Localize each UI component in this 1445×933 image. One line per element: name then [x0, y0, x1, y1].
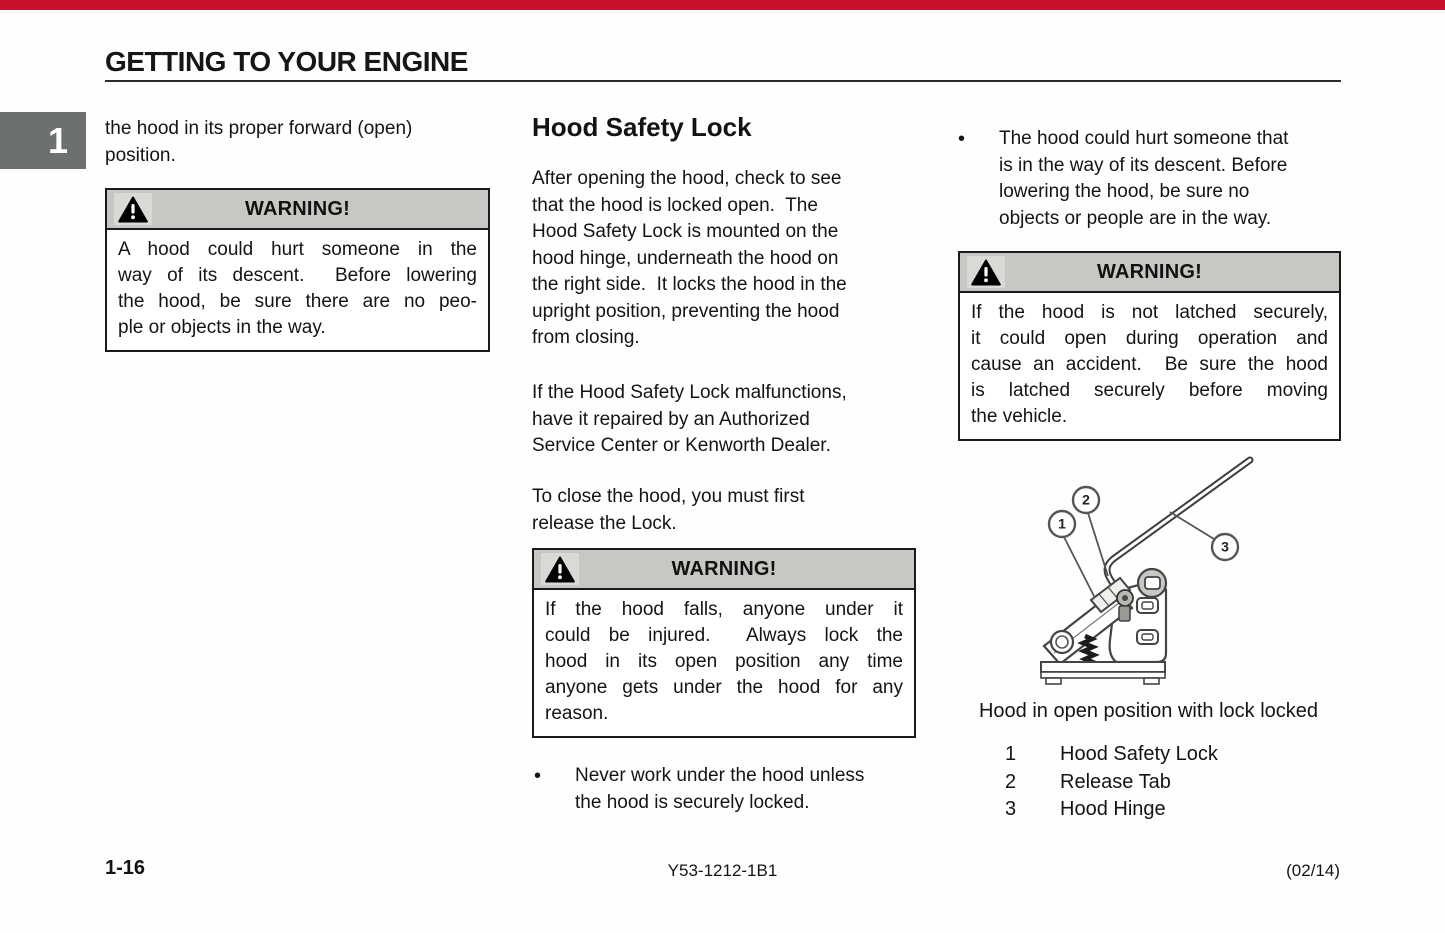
callout-number-1: 1 [1058, 515, 1066, 532]
text-line: objects or people are in the way. [999, 207, 1272, 229]
warning-triangle-icon [114, 193, 152, 225]
warning-label: WARNING! [671, 557, 777, 580]
text-line: reason. [545, 703, 609, 724]
bullet-item [958, 126, 1341, 232]
text-line: could be injured. Always lock the [545, 625, 903, 646]
text-line: After opening the hood, check to see [532, 168, 842, 189]
text-line: release the Lock. [532, 512, 677, 534]
text-line: If the hood is not latched securely, [971, 302, 1328, 323]
warning-header [107, 190, 488, 230]
text-line: Service Center or Kenworth Dealer. [532, 435, 831, 456]
warning-header [960, 253, 1339, 293]
footer-date: (02/14) [1286, 861, 1340, 880]
text-line: the hood in its proper forward (open) [105, 118, 413, 139]
legend-row [996, 741, 1218, 769]
warning-body [107, 230, 488, 350]
text-line: position. [105, 144, 176, 166]
text-line: hood in its open position any time [545, 651, 903, 672]
warning-triangle-icon [967, 256, 1005, 288]
text-line: To close the hood, you must first [532, 486, 805, 507]
bullet-text [575, 763, 916, 816]
text-line: the hood is securely locked. [575, 791, 810, 813]
callout-leader-3 [1170, 512, 1214, 539]
paragraph-hood-safety-lock-1 [532, 166, 916, 352]
bullet-marker: • [958, 128, 966, 150]
base-plate [1041, 662, 1165, 672]
footer-doc-code: Y53-1212-1B1 [667, 861, 778, 880]
chapter-tab [0, 112, 86, 169]
warning-body [534, 590, 914, 736]
figure-caption: Hood in open position with lock locked [978, 700, 1319, 722]
text-line: A hood could hurt someone in the [118, 239, 477, 260]
text-line: cause an accident. Be sure the hood [971, 354, 1328, 375]
warning-label: WARNING! [1097, 260, 1202, 283]
figure-legend [996, 741, 1218, 824]
legend-label: Hood Safety Lock [1060, 743, 1218, 765]
warning-body [960, 293, 1339, 439]
text-line: way of its descent. Before lowering [118, 265, 477, 286]
text-line: If the hood falls, anyone under it [545, 599, 903, 620]
warning-box-middle [532, 548, 916, 738]
text-line: from closing. [532, 327, 640, 348]
legend-number: 3 [1005, 798, 1017, 820]
hood-hinge-illustration [958, 450, 1341, 692]
top-red-bar [0, 0, 1445, 10]
warning-box-right [958, 251, 1341, 441]
warning-box-left [105, 188, 490, 352]
page-title: GETTING TO YOUR ENGINE [105, 46, 468, 77]
text-line: it could open during operation and [971, 328, 1328, 349]
title-rule [105, 80, 1341, 82]
text-line: anyone gets under the hood for any [545, 677, 903, 698]
bullet-text [999, 126, 1341, 232]
text-line: Hood Safety Lock is mounted on the [532, 221, 839, 242]
text-line: If the Hood Safety Lock malfunctions, [532, 382, 847, 403]
warning-triangle-icon [541, 553, 579, 585]
warning-label: WARNING! [245, 197, 350, 220]
legend-number: 1 [1005, 743, 1017, 765]
legend-label: Release Tab [1060, 770, 1171, 793]
text-line: the vehicle. [971, 406, 1068, 427]
text-line: that the hood is locked open. The [532, 194, 818, 216]
paragraph-hood-safety-lock-3 [532, 484, 916, 537]
paragraph-hood-safety-lock-2 [532, 380, 916, 460]
text-line: is latched securely before moving [971, 380, 1328, 401]
text-line: upright position, preventing the hood [532, 300, 840, 322]
text-line: the right side. It locks the hood in the [532, 274, 847, 295]
chapter-number: 1 [47, 119, 68, 161]
bullet-marker: • [534, 765, 542, 787]
left-intro-paragraph [105, 116, 490, 169]
legend-number: 2 [1005, 770, 1017, 793]
callout-leader-2 [1088, 513, 1108, 576]
footer-page-number: 1-16 [105, 857, 146, 879]
text-line: the hood, be sure there are no peo- [118, 291, 477, 312]
legend-label: Hood Hinge [1060, 798, 1166, 820]
callout-number-2: 2 [1082, 491, 1090, 508]
text-line: The hood could hurt someone that [999, 128, 1289, 149]
text-line: have it repaired by an Authorized [532, 408, 810, 430]
callout-number-3: 3 [1221, 538, 1229, 555]
callout-leader-1 [1064, 537, 1095, 598]
text-line: ple or objects in the way. [118, 317, 326, 338]
hinge-rod-core [1107, 460, 1250, 594]
legend-row [996, 769, 1218, 797]
legend-row [996, 796, 1218, 824]
text-line: is in the way of its descent. Before [999, 154, 1288, 176]
hinge-rod-outline [1107, 460, 1250, 594]
text-line: Never work under the hood unless [575, 765, 865, 786]
text-line: lowering the hood, be sure no [999, 181, 1250, 202]
bullet-item [534, 763, 916, 816]
text-line: hood hinge, underneath the hood on [532, 247, 839, 269]
warning-header [534, 550, 914, 590]
section-heading: Hood Safety Lock [532, 112, 752, 142]
